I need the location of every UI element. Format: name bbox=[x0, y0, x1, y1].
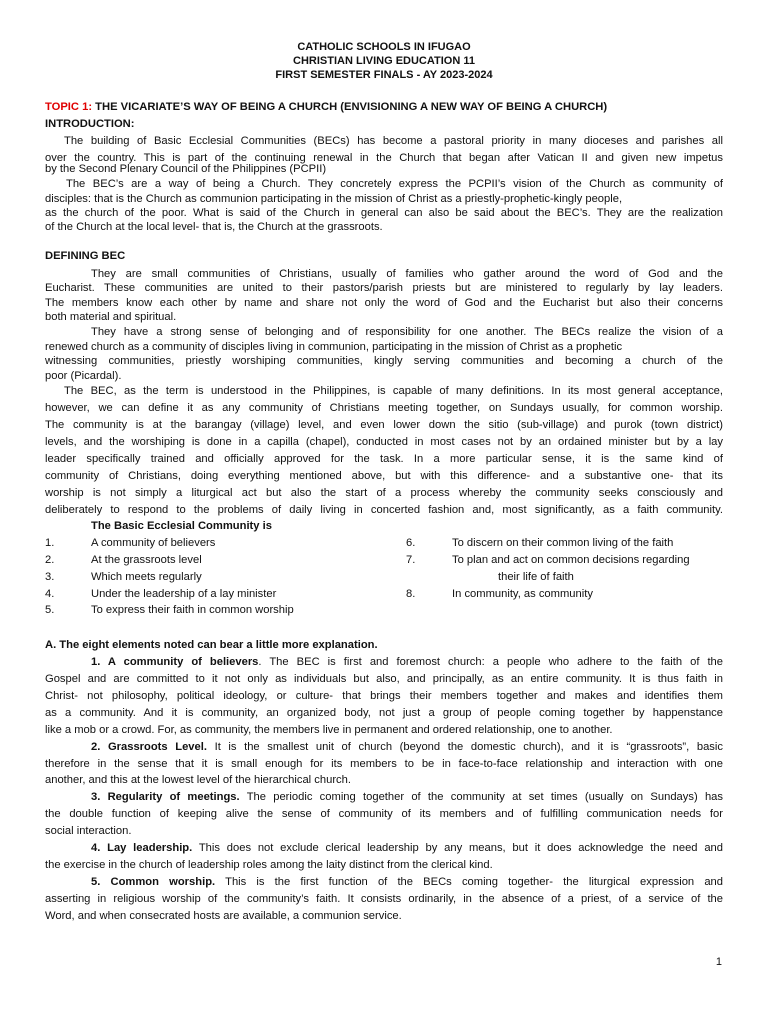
defining-line: community of Christians, doing everything mentioned above, but with this difference- and a substantive one- that its bbox=[45, 470, 723, 482]
element-title: 4. Lay leadership. bbox=[91, 842, 193, 854]
list-item: At the grassroots level bbox=[91, 554, 202, 566]
explanation-text: This is the first function of the BECs coming together- the liturgical expression and bbox=[215, 876, 723, 888]
explanation-text: This does not exclude clerical leadership by any means, but it does acknowledge the need and bbox=[192, 842, 723, 854]
defining-line: both material and spiritual. bbox=[45, 311, 177, 323]
element-title: 3. Regularity of meetings. bbox=[91, 791, 240, 803]
intro-line: The BEC’s are a way of being a Church. They concretely express the PCPII’s vision of the Church as community of bbox=[66, 178, 723, 190]
explanation-line: the exercise in the church of leadership roles among the laity distinct from the clerical kind. bbox=[45, 859, 493, 871]
subject-name: CHRISTIAN LIVING EDUCATION 11 bbox=[293, 55, 475, 67]
explanation-line bbox=[91, 874, 723, 891]
element-title: 5. Common worship. bbox=[91, 876, 216, 888]
explanation-line bbox=[91, 840, 723, 857]
defining-line: worship is not simply a liturgical act but also the start of a process whereby the community seeks consciously and bbox=[45, 487, 723, 499]
list-item-number: 8. bbox=[406, 588, 416, 600]
intro-line: disciples: that is the Church as communion participating in the mission of Christ as a priestly-prophetic-kingly people, bbox=[45, 193, 623, 205]
defining-line: deliberately to respond to the problems of daily living in concerted fashion and, most significantly, as a faith community. bbox=[45, 504, 723, 516]
list-item: To discern on their common living of the faith bbox=[452, 537, 674, 549]
school-name: CATHOLIC SCHOOLS IN IFUGAO bbox=[297, 41, 471, 53]
explanation-text: . The BEC is first and foremost church: a people who adhere to the faith of the bbox=[258, 656, 724, 668]
list-item-number: 7. bbox=[406, 554, 416, 566]
defining-heading: DEFINING BEC bbox=[45, 250, 126, 262]
defining-line: renewed church as a community of disciples living in communion, participating in the mission of Christ as a prophetic bbox=[45, 341, 623, 353]
list-item: A community of believers bbox=[91, 537, 216, 549]
element-title: 1. A community of believers bbox=[91, 656, 259, 668]
intro-heading: INTRODUCTION: bbox=[45, 118, 135, 130]
defining-line: They have a strong sense of belonging and of responsibility for one another. The BECs realize the vision of a bbox=[91, 326, 723, 338]
list-item-number: 6. bbox=[406, 537, 416, 549]
explanation-line: like a mob or a crowd. For, as community, the members live in permanent and ordered relationship, one to another. bbox=[45, 724, 613, 736]
defining-line: poor (Picardal). bbox=[45, 370, 122, 382]
explanation-line: another, and this at the lowest level of the hierarchical church. bbox=[45, 774, 351, 786]
list-item: To express their faith in common worship bbox=[91, 604, 294, 616]
defining-line: however, we can define it as any community of Christians meeting together, on Sundays usually, for common worship. bbox=[45, 402, 723, 414]
topic-label: TOPIC 1: bbox=[45, 101, 93, 113]
list-item-continuation: their life of faith bbox=[498, 571, 574, 583]
defining-line: The community is at the barangay (village) level, and even lower down the sitio (sub-village) and purok (town district) bbox=[45, 419, 723, 431]
explanation-line bbox=[91, 739, 723, 756]
explanation-line bbox=[91, 654, 723, 671]
list-item-number: 4. bbox=[45, 588, 55, 600]
exam-period: FIRST SEMESTER FINALS - AY 2023-2024 bbox=[275, 69, 493, 81]
explanation-line: the double function of keeping alive the sense of community of its members and of fulfilling communication needs for bbox=[45, 808, 723, 820]
explanation-line: Word, and when consecrated hosts are available, a communion service. bbox=[45, 910, 402, 922]
explanation-line: therefore in the sense that it is small enough for its members to be in face-to-face relationship and interaction with one bbox=[45, 758, 723, 770]
intro-line: The building of Basic Ecclesial Communities (BECs) has become a pastoral priority in many dioceses and parishes all bbox=[64, 135, 723, 147]
intro-line: of the Church at the local level- that is, the Church at the grassroots. bbox=[45, 221, 383, 233]
defining-line: The members know each other by name and share not only the word of God and the Eucharist but also their concerns bbox=[45, 297, 723, 309]
list-item: Which meets regularly bbox=[91, 571, 202, 583]
list-item-number: 2. bbox=[45, 554, 55, 566]
defining-line: levels, and the worshiping is done in a capilla (chapel), conducted in most cases not by an ordained minister but by a lay bbox=[45, 436, 723, 448]
page-number: 1 bbox=[715, 956, 722, 968]
list-item-number: 1. bbox=[45, 537, 55, 549]
defining-line: The BEC, as the term is understood in the Philippines, is capable of many definitions. In its most general acceptance, bbox=[64, 385, 723, 397]
explanation-line: Gospel and are committed to it not only as individuals but also, and principally, as an entire community. It is thus faith in bbox=[45, 673, 723, 685]
intro-line: over the country. This is part of the continuing renewal in the Church that began after Vatican II and given new impetus bbox=[45, 152, 723, 164]
defining-line: They are small communities of Christians, usually of families who gather around the word of God and the bbox=[91, 268, 723, 280]
list-item-number: 3. bbox=[45, 571, 55, 583]
list-item: Under the leadership of a lay minister bbox=[91, 588, 277, 600]
defining-line: witnessing communities, priestly worshiping communities, kingly serving communities and becoming a church of the bbox=[45, 355, 723, 367]
document-header bbox=[0, 40, 768, 82]
list-item-number: 5. bbox=[45, 604, 55, 616]
topic-heading: THE VICARIATE’S WAY OF BEING A CHURCH (ENVISIONING A NEW WAY OF BEING A CHURCH) bbox=[95, 101, 608, 113]
explanation-line: as a community. And it is community, an organized body, not just a group of people coming together by happenstance bbox=[45, 707, 723, 719]
defining-line: leader specifically trained and officially approved for the task. In a more particular sense, it is the same kind of bbox=[45, 453, 723, 465]
explanation-line: social interaction. bbox=[45, 825, 132, 837]
explanation-line bbox=[91, 789, 723, 806]
topic-title bbox=[45, 99, 723, 116]
explanation-text: The periodic coming together of the community at set times (usually on Sundays) has bbox=[239, 791, 723, 803]
intro-line: by the Second Plenary Council of the Philippines (PCPII) bbox=[45, 163, 327, 175]
explanation-text: It is the smallest unit of church (beyond the domestic church), and it is “grassroots”, basic bbox=[206, 741, 723, 753]
list-heading: The Basic Ecclesial Community is bbox=[91, 520, 272, 532]
element-title: 2. Grassroots Level. bbox=[91, 741, 207, 753]
intro-line: as the church of the poor. What is said of the Church in general can also be said about the BEC’s. They are the realization bbox=[45, 207, 723, 219]
explanation-line: asserting in religious worship of the community’s faith. It consists ordinarily, in the absence of a priest, of a service of the bbox=[45, 893, 723, 905]
list-item: In community, as community bbox=[452, 588, 593, 600]
explanation-line: Christ- not philosophy, political ideology, or culture- that brings their members together and makes and identifies them bbox=[45, 690, 723, 702]
list-item: To plan and act on common decisions regarding bbox=[452, 554, 690, 566]
defining-line: Eucharist. These communities are united to their pastors/parish priests but are ministered to regularly by lay leaders. bbox=[45, 282, 723, 294]
explanation-heading: A. The eight elements noted can bear a little more explanation. bbox=[45, 639, 378, 651]
